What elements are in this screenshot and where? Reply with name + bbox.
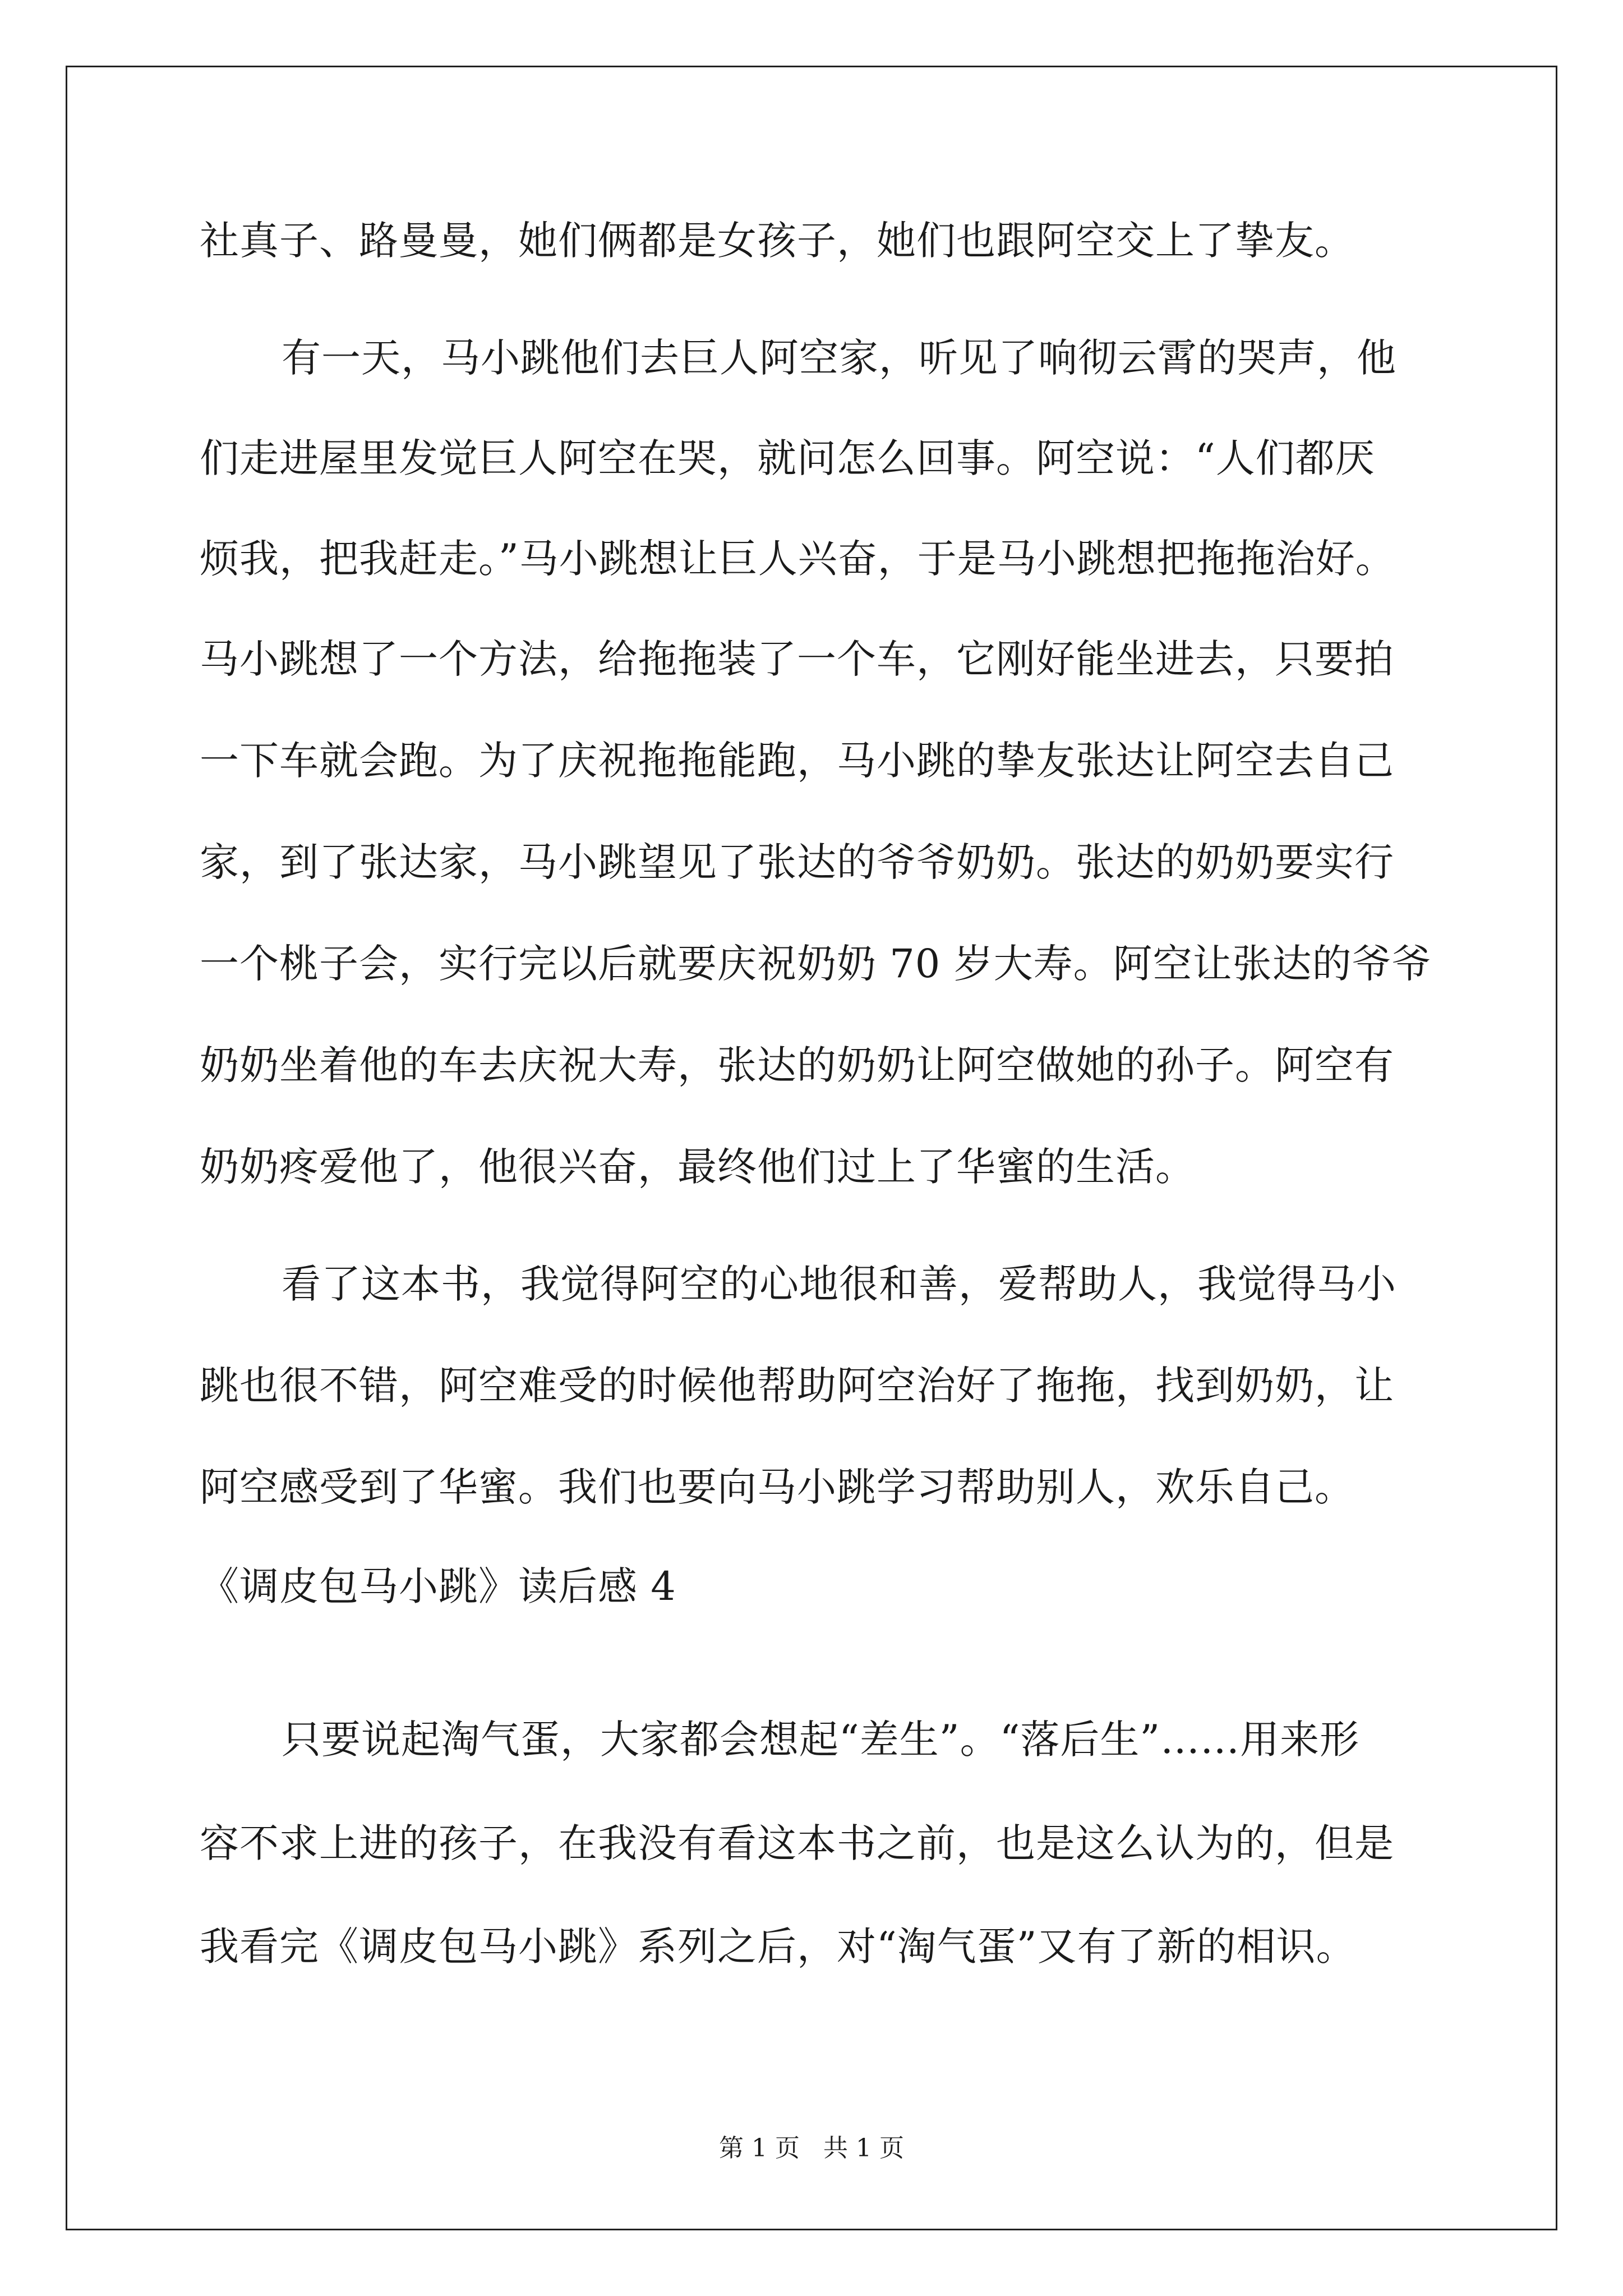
page-number-footer: 第 1 页 共 1 页 — [719, 2134, 904, 2162]
text-line-3: 们走进屋里发觉巨人阿空在哭，就问怎么回事。阿空说：“人们都厌 — [200, 435, 1375, 481]
text-line-5: 马小跳想了一个方法，给拖拖装了一个车，它刚好能坐进去，只要拍 — [200, 636, 1394, 682]
text-line-10: 奶奶疼爱他了，他很兴奋，最终他们过上了华蜜的生活。 — [200, 1144, 1195, 1190]
text-line-9: 奶奶坐着他的车去庆祝大寿，张达的奶奶让阿空做她的孙子。阿空有 — [200, 1042, 1394, 1088]
paragraph-start-line: 看了这本书，我觉得阿空的心地很和善，爱帮助人，我觉得马小 — [282, 1261, 1396, 1307]
text-line-8: 一个桃子会，实行完以后就要庆祝奶奶 70 岁大寿。阿空让张达的爷爷 — [200, 941, 1432, 987]
paragraph-start-line: 有一天，马小跳他们去巨人阿空家，听见了响彻云霄的哭声，他 — [282, 335, 1396, 381]
text-line-6: 一下车就会跑。为了庆祝拖拖能跑，马小跳的挚友张达让阿空去自己 — [200, 738, 1394, 784]
text-line-16: 容不求上进的孩子，在我没有看这本书之前，也是这么认为的，但是 — [200, 1820, 1394, 1866]
text-line-12: 跳也很不错，阿空难受的时候他帮助阿空治好了拖拖，找到奶奶，让 — [200, 1363, 1394, 1409]
text-line-17: 我看完《调皮包马小跳》系列之后，对“淘气蛋”又有了新的相识。 — [200, 1924, 1356, 1970]
section-heading: 《调皮包马小跳》读后感 4 — [200, 1563, 676, 1609]
text-line-13: 阿空感受到了华蜜。我们也要向马小跳学习帮助别人，欢乐自己。 — [200, 1464, 1354, 1510]
text-line-1: 社真子、路曼曼，她们俩都是女孩子，她们也跟阿空交上了挚友。 — [200, 218, 1354, 264]
text-line-7: 家，到了张达家，马小跳望见了张达的爷爷奶奶。张达的奶奶要实行 — [200, 839, 1394, 885]
text-line-4: 烦我，把我赶走。”马小跳想让巨人兴奋，于是马小跳想把拖拖治好。 — [200, 536, 1395, 582]
paragraph-start-line: 只要说起淘气蛋，大家都会想起“差生”。“落后生”……用来形 — [282, 1717, 1360, 1763]
